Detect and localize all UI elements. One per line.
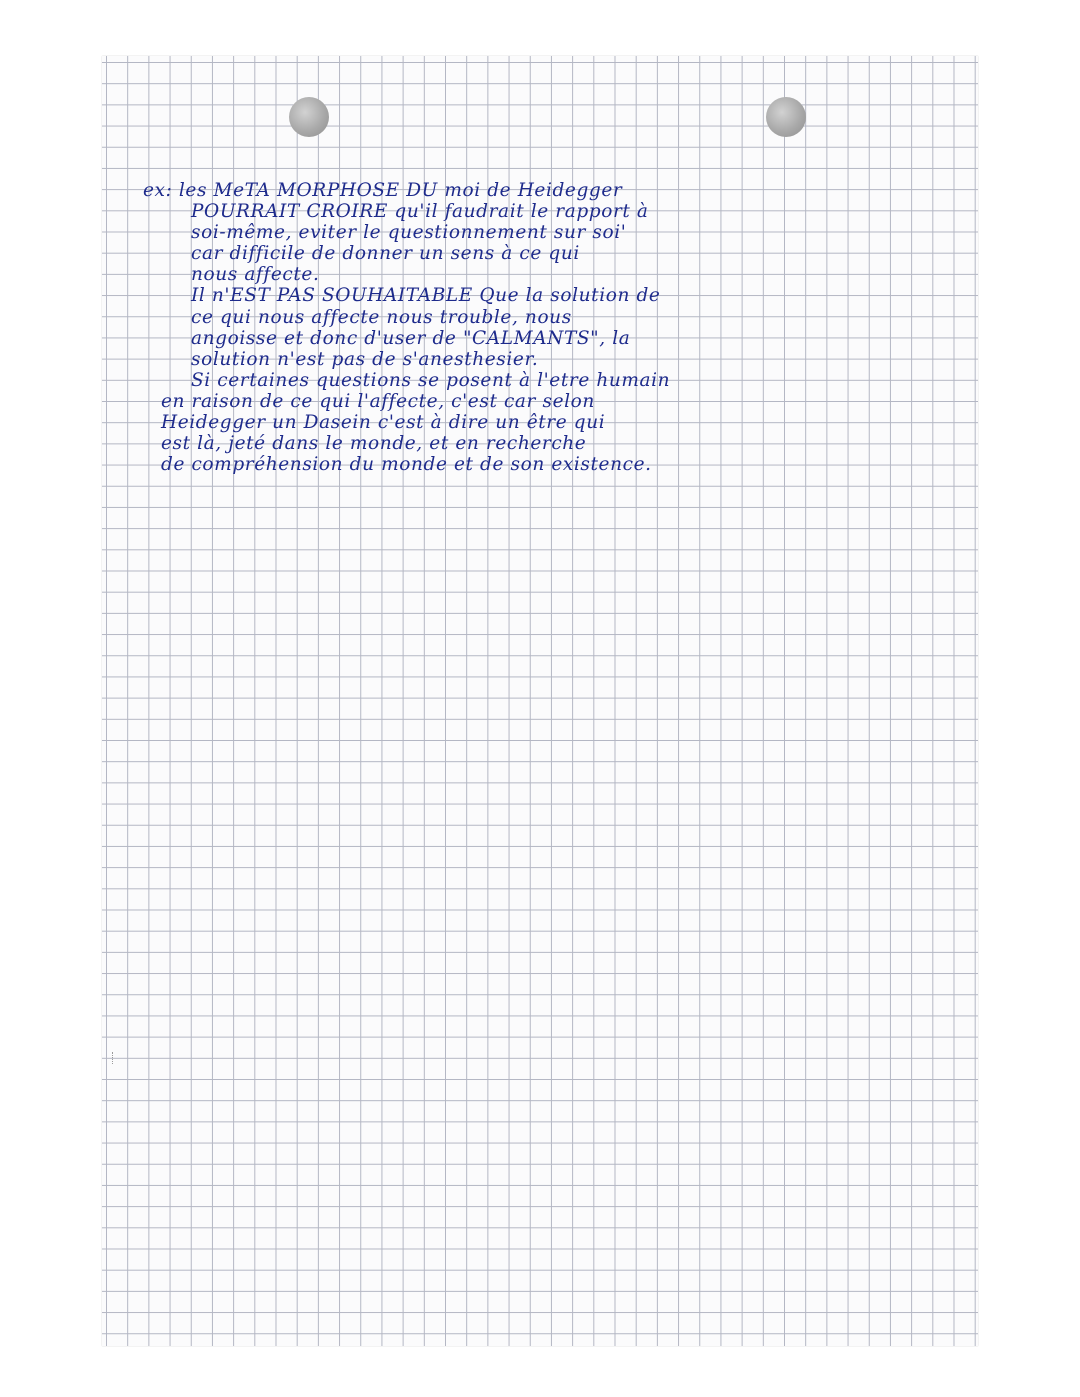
note-line: de compréhension du monde et de son existence.	[161, 454, 652, 476]
note-line: POURRAIT CROIRE qu'il faudrait le rapport à	[191, 201, 649, 223]
punch-hole-right	[766, 97, 806, 137]
note-line: nous affecte.	[191, 264, 320, 286]
note-line: Si certaines questions se posent à l'etre humain	[191, 369, 671, 391]
note-line: car difficile de donner un sens à ce qui	[191, 243, 580, 265]
margin-mark	[112, 1052, 119, 1064]
note-line: ce qui nous affecte nous trouble, nous	[191, 306, 572, 328]
handwritten-note	[143, 180, 983, 475]
note-line: Heidegger un Dasein c'est à dire un être qui	[161, 412, 606, 434]
note-line: solution n'est pas de s'anesthesier.	[191, 348, 539, 370]
note-line: est là, jeté dans le monde, et en recherche	[161, 433, 587, 455]
note-line: soi-même, eviter le questionnement sur soi'	[191, 222, 627, 244]
note-line: Il n'EST PAS SOUHAITABLE Que la solution de	[191, 285, 661, 307]
graph-paper-sheet	[102, 56, 978, 1346]
punch-hole-left	[289, 97, 329, 137]
note-line: angoisse et donc d'user de "CALMANTS", la	[191, 327, 631, 349]
note-line: en raison de ce qui l'affecte, c'est car selon	[161, 390, 595, 412]
note-line: ex: les MeTA MORPHOSE DU moi de Heidegger	[143, 180, 623, 201]
